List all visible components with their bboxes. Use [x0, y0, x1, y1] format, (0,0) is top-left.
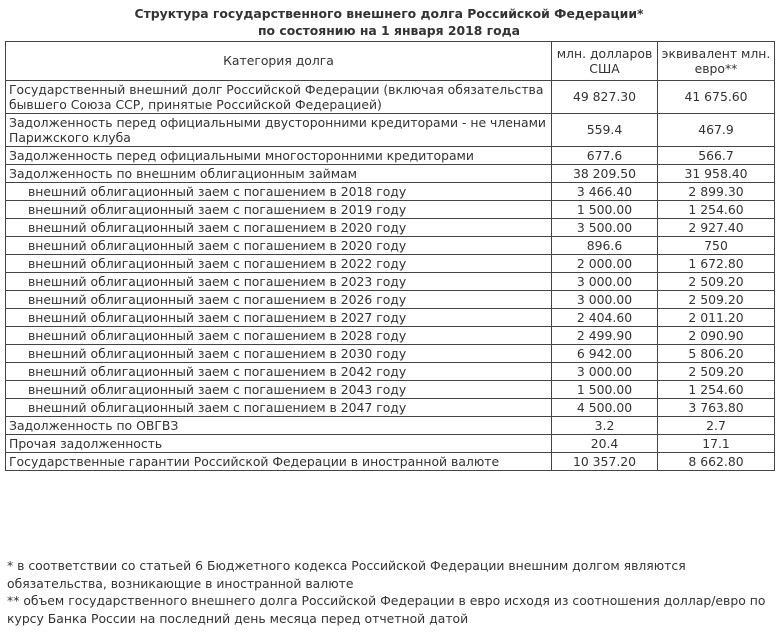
- row-category: внешний облигационный заем с погашением в 2026 году: [6, 291, 552, 309]
- row-category: внешний облигационный заем с погашением в 2042 году: [6, 363, 552, 381]
- footnote-1: * в соответствии со статьей 6 Бюджетного кодекса Российской Федерации внешним долгом являются обязательства, возникающие в иностранной валюте: [7, 558, 686, 591]
- table-row: [6, 255, 775, 273]
- row-eur-value: 2.7: [658, 417, 775, 435]
- row-category: внешний облигационный заем с погашением в 2022 году: [6, 255, 552, 273]
- table-body: [6, 81, 775, 471]
- row-usd-value: 38 209.50: [552, 165, 658, 183]
- row-eur-value: 2 899.30: [658, 183, 775, 201]
- row-category: внешний облигационный заем с погашением в 2030 году: [6, 345, 552, 363]
- row-category: Государственный внешний долг Российской Федерации (включая обязательства бывшего Союза ССР, принятые Российской Федерацией): [6, 81, 552, 114]
- row-usd-value: 3 500.00: [552, 219, 658, 237]
- header-usd: млн. долларов США: [552, 42, 658, 81]
- row-usd-value: 2 404.60: [552, 309, 658, 327]
- row-eur-value: 2 509.20: [658, 273, 775, 291]
- row-usd-value: 49 827.30: [552, 81, 658, 114]
- row-usd-value: 677.6: [552, 147, 658, 165]
- document-title: [0, 5, 778, 39]
- table-row: [6, 81, 775, 114]
- row-usd-value: 3 466.40: [552, 183, 658, 201]
- row-category: Прочая задолженность: [6, 435, 552, 453]
- header-category: Категория долга: [6, 42, 552, 81]
- row-eur-value: 2 090.90: [658, 327, 775, 345]
- debt-structure-table: [5, 41, 775, 471]
- row-usd-value: 3 000.00: [552, 291, 658, 309]
- table-row: [6, 114, 775, 147]
- row-category: внешний облигационный заем с погашением в 2047 году: [6, 399, 552, 417]
- row-category: Задолженность перед официальными многосторонними кредиторами: [6, 147, 552, 165]
- table-row: [6, 147, 775, 165]
- table-row: [6, 237, 775, 255]
- footnote-2: ** объем государственного внешнего долга Российской Федерации в евро исходя из соотношения доллар/евро по курсу Банка России на последний день месяца перед отчетной датой: [7, 593, 766, 626]
- row-category: внешний облигационный заем с погашением в 2043 году: [6, 381, 552, 399]
- table-row: [6, 201, 775, 219]
- table-row: [6, 417, 775, 435]
- title-line-1: Структура государственного внешнего долга Российской Федерации*: [134, 6, 644, 21]
- row-usd-value: 3 000.00: [552, 363, 658, 381]
- row-eur-value: 1 672.80: [658, 255, 775, 273]
- footnotes: [7, 557, 773, 627]
- row-eur-value: 17.1: [658, 435, 775, 453]
- row-category: внешний облигационный заем с погашением в 2023 году: [6, 273, 552, 291]
- row-category: Задолженность перед официальными двусторонними кредиторами - не членами Парижского клуба: [6, 114, 552, 147]
- row-category: внешний облигационный заем с погашением в 2027 году: [6, 309, 552, 327]
- row-usd-value: 6 942.00: [552, 345, 658, 363]
- row-usd-value: 20.4: [552, 435, 658, 453]
- header-eur: эквивалент млн. евро**: [658, 42, 775, 81]
- row-eur-value: 566.7: [658, 147, 775, 165]
- row-usd-value: 2 000.00: [552, 255, 658, 273]
- table-row: [6, 363, 775, 381]
- row-usd-value: 896.6: [552, 237, 658, 255]
- table-header-row: [6, 42, 775, 81]
- row-usd-value: 10 357.20: [552, 453, 658, 471]
- row-usd-value: 2 499.90: [552, 327, 658, 345]
- table-row: [6, 435, 775, 453]
- table-row: [6, 327, 775, 345]
- row-eur-value: 1 254.60: [658, 381, 775, 399]
- row-category: внешний облигационный заем с погашением в 2028 году: [6, 327, 552, 345]
- row-category: внешний облигационный заем с погашением в 2020 году: [6, 219, 552, 237]
- row-eur-value: 31 958.40: [658, 165, 775, 183]
- row-usd-value: 559.4: [552, 114, 658, 147]
- row-category: внешний облигационный заем с погашением в 2020 году: [6, 237, 552, 255]
- table-row: [6, 399, 775, 417]
- table-row: [6, 381, 775, 399]
- row-category: Государственные гарантии Российской Федерации в иностранной валюте: [6, 453, 552, 471]
- row-category: внешний облигационный заем с погашением в 2019 году: [6, 201, 552, 219]
- row-usd-value: 3 000.00: [552, 273, 658, 291]
- row-eur-value: 3 763.80: [658, 399, 775, 417]
- row-eur-value: 8 662.80: [658, 453, 775, 471]
- row-eur-value: 41 675.60: [658, 81, 775, 114]
- table-row: [6, 273, 775, 291]
- row-eur-value: 2 509.20: [658, 291, 775, 309]
- row-usd-value: 1 500.00: [552, 201, 658, 219]
- table-row: [6, 183, 775, 201]
- table-row: [6, 309, 775, 327]
- row-eur-value: 5 806.20: [658, 345, 775, 363]
- table-row: [6, 291, 775, 309]
- table-row: [6, 453, 775, 471]
- row-eur-value: 2 011.20: [658, 309, 775, 327]
- table-row: [6, 345, 775, 363]
- row-eur-value: 2 509.20: [658, 363, 775, 381]
- row-eur-value: 467.9: [658, 114, 775, 147]
- row-category: внешний облигационный заем с погашением в 2018 году: [6, 183, 552, 201]
- row-usd-value: 1 500.00: [552, 381, 658, 399]
- row-category: Задолженность по внешним облигационным займам: [6, 165, 552, 183]
- row-usd-value: 4 500.00: [552, 399, 658, 417]
- row-eur-value: 2 927.40: [658, 219, 775, 237]
- table-row: [6, 165, 775, 183]
- title-line-2: по состоянию на 1 января 2018 года: [257, 23, 521, 38]
- row-usd-value: 3.2: [552, 417, 658, 435]
- row-category: Задолженность по ОВГВЗ: [6, 417, 552, 435]
- row-eur-value: 1 254.60: [658, 201, 775, 219]
- table-row: [6, 219, 775, 237]
- row-eur-value: 750: [658, 237, 775, 255]
